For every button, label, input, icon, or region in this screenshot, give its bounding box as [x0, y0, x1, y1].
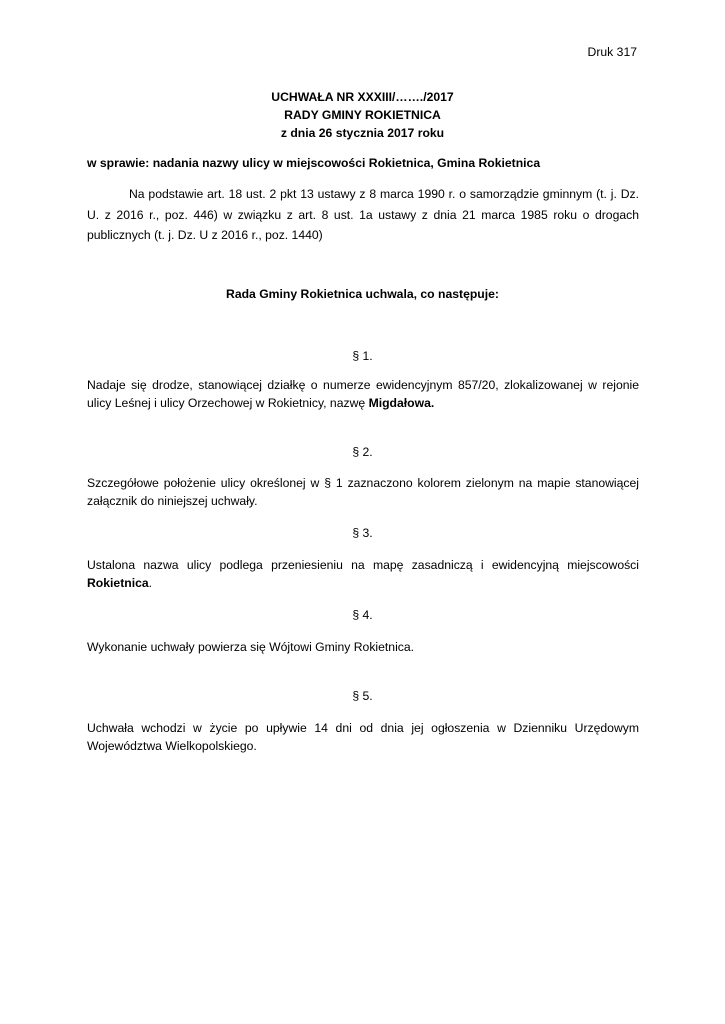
section-mark-1: § 1.: [352, 349, 373, 363]
section-mark-5: § 5.: [352, 689, 373, 703]
council-name: RADY GMINY ROKIETNICA: [284, 108, 441, 122]
resolution-title: [0, 88, 725, 142]
section-mark-3: § 3.: [352, 526, 373, 540]
section-text-3-end: .: [148, 575, 153, 590]
street-name: Migdałowa.: [368, 395, 435, 410]
section-text-5: [87, 720, 639, 755]
section-text-2: [87, 475, 639, 510]
section-text-1-main: Nadaje się drodze, stanowiącej działkę o numerze ewidencyjnym 857/20, zlokalizowanej w rejonie ulicy Leśnej i ulicy Orzechowej w Rokietnicy, nazwę: [87, 378, 639, 410]
section-text-5-main: Uchwała wchodzi w życie po upływie 14 dni od dnia jej ogłoszenia w Dzienniku Urzędowym Województwa Wielkopolskiego.: [87, 721, 639, 753]
resolution-date: z dnia 26 stycznia 2017 roku: [280, 126, 445, 140]
section-mark-2: § 2.: [352, 445, 373, 459]
section-text-1: [87, 377, 639, 412]
section-text-4: [87, 639, 639, 657]
resolution-subject: w sprawie: nadania nazwy ulicy w miejscowości Rokietnica, Gmina Rokietnica: [87, 156, 541, 170]
section-mark-4: § 4.: [352, 608, 373, 622]
section-text-3-main: Ustalona nazwa ulicy podlega przeniesieniu na mapę zasadniczą i ewidencyjną miejscowości: [87, 558, 639, 572]
legal-basis: Na podstawie art. 18 ust. 2 pkt 13 ustawy z 8 marca 1990 r. o samorządzie gminnym (t. j. Dz. U. z 2016 r., poz. 446) w związku z art. 8 ust. 1a ustawy z dnia 21 marca 1985 roku o drogach publicznych (t. j. Dz. U z 2016 r., poz. 1440): [87, 187, 639, 242]
section-text-3: [87, 557, 639, 592]
document-number: Druk 317: [587, 45, 637, 59]
section-text-4-main: Wykonanie uchwały powierza się Wójtowi Gminy Rokietnica.: [87, 640, 415, 654]
resolves-heading: Rada Gminy Rokietnica uchwala, co następuje:: [226, 287, 499, 301]
resolution-number: UCHWAŁA NR XXXIII/……./2017: [271, 90, 454, 104]
locality-name: Rokietnica: [87, 575, 149, 590]
section-text-2-main: Szczegółowe położenie ulicy określonej w § 1 zaznaczono kolorem zielonym na mapie stanowiącej załącznik do niniejszej uchwały.: [87, 476, 639, 508]
